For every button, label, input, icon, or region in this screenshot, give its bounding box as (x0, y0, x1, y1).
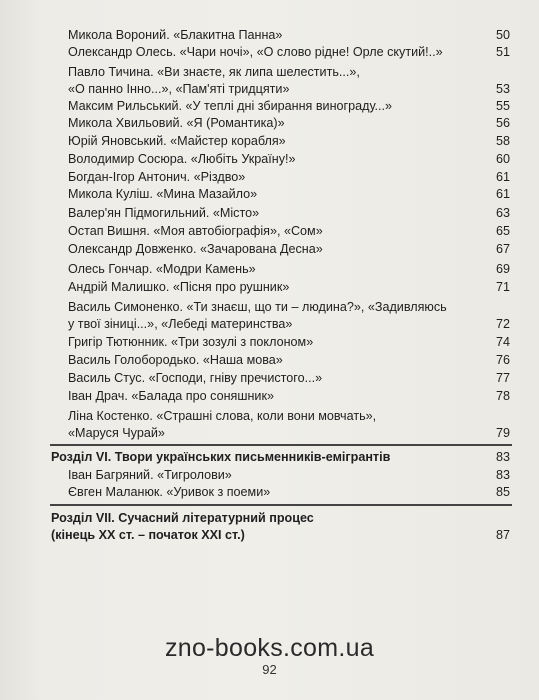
toc-entry-title: Олесь Гончар. «Модри Камень» (68, 262, 256, 276)
dot-leader (322, 133, 484, 147)
toc-entry-title: Микола Хвильовий. «Я (Романтика)» (68, 116, 285, 130)
dot-leader (316, 388, 484, 402)
dot-leader (186, 425, 484, 439)
toc-entry-page: 61 (495, 170, 510, 184)
toc-entry-title: Василь Стус. «Господи, гніву пречистого...» (68, 371, 323, 385)
toc-entry-title: у твої зіниці...», «Лебеді материнства» (68, 317, 293, 331)
toc-entry-title: Юрій Яновський. «Майстер корабля» (68, 134, 286, 148)
dot-leader (284, 484, 484, 498)
dot-leader (334, 334, 484, 348)
toc-entry-title: Остап Вишня. «Моя автобіографія», «Сом» (68, 224, 323, 238)
dot-leader (248, 467, 484, 481)
toc-entry-title: Микола Куліш. «Мина Мазайло» (68, 187, 258, 201)
section-6-page: 83 (495, 450, 510, 464)
dot-leader (332, 279, 484, 293)
dot-leader (352, 151, 484, 165)
toc-entry-page: 71 (495, 280, 510, 294)
toc-entry-title: Іван Драч. «Балада про соняшник» (68, 389, 274, 403)
dot-leader (380, 241, 484, 255)
section-7-page: 87 (495, 528, 510, 542)
toc-entry-title: Василь Голобородько. «Наша мова» (68, 353, 283, 367)
toc-entry-page: 85 (495, 485, 510, 499)
toc-entry-title: Василь Симоненко. «Ти знаєш, що ти – людина?», «Задивляюсь (68, 300, 447, 314)
toc-entry-page: 60 (495, 152, 510, 166)
toc-entry-title: Ліна Костенко. «Страшні слова, коли вони мовчать», (68, 409, 377, 423)
section-7-title-line2: (кінець ХХ ст. – початок ХХІ ст.) (51, 528, 245, 542)
toc-entry-page: 53 (495, 82, 510, 96)
toc-entry-page: 65 (495, 224, 510, 238)
toc-entry-title: Павло Тичина. «Ви знаєте, як липа шелестить...», (68, 65, 360, 79)
toc-entry-title: Іван Багряний. «Тигролови» (68, 468, 232, 482)
toc-entry-page: 77 (495, 371, 510, 385)
toc-entry-page: 83 (495, 468, 510, 482)
toc-entry-title: «Маруся Чурай» (68, 426, 165, 440)
section-6-title: Розділ VI. Твори українських письменників-емігрантів (51, 450, 391, 464)
dot-leader (290, 186, 484, 200)
section-divider (50, 504, 512, 506)
section-7-title-line1: Розділ VII. Сучасний літературний процес (51, 511, 314, 525)
dot-leader (338, 81, 484, 95)
dot-leader (332, 27, 482, 41)
toc-entry-title: Григір Тютюнник. «Три зозулі з поклоном» (68, 335, 314, 349)
toc-entry-page: 51 (495, 45, 510, 59)
toc-entry-page: 58 (495, 134, 510, 148)
toc-entry-page: 74 (495, 335, 510, 349)
dot-leader (328, 316, 484, 330)
toc-entry-title: Максим Рильський. «У теплі дні збирання винограду...» (68, 99, 393, 113)
watermark-url: zno-books.com.ua (164, 634, 375, 662)
toc-entry-page: 67 (495, 242, 510, 256)
dot-leader (306, 205, 484, 219)
dot-leader (362, 370, 484, 384)
toc-entry-title: Богдан-Ігор Антонич. «Різдво» (68, 170, 246, 184)
dot-leader (302, 169, 484, 183)
toc-entry-page: 72 (495, 317, 510, 331)
toc-entry-title: «О панно Інно...», «Пам'яті тридцяти» (68, 82, 290, 96)
dot-leader (348, 223, 484, 237)
toc-entry-title: Олександр Довженко. «Зачарована Десна» (68, 242, 323, 256)
dot-leader (258, 527, 484, 541)
toc-entry-page: 55 (495, 99, 510, 113)
toc-entry-page: 78 (495, 389, 510, 403)
toc-entry-page: 63 (495, 206, 510, 220)
section-divider (50, 444, 512, 446)
toc-entry-page: 50 (495, 28, 510, 42)
toc-entry-page: 56 (495, 116, 510, 130)
page-number: 92 (262, 662, 277, 677)
toc-entry-title: Андрій Малишко. «Пісня про рушник» (68, 280, 290, 294)
dot-leader (436, 98, 484, 112)
toc-entry-page: 61 (495, 187, 510, 201)
toc-entry-title: Володимир Сосюра. «Любіть Україну!» (68, 152, 296, 166)
toc-entry-page: 79 (495, 426, 510, 440)
toc-entry-title: Микола Вороний. «Блакитна Панна» (68, 28, 283, 42)
toc-entry-title: Євген Маланюк. «Уривок з поеми» (68, 485, 271, 499)
dot-leader (404, 449, 484, 463)
toc-entry-page: 69 (495, 262, 510, 276)
dot-leader (324, 352, 484, 366)
toc-entry-page: 76 (495, 353, 510, 367)
dot-leader (292, 261, 484, 275)
toc-entry-title: Олександр Олесь. «Чари ночі», «О слово рідне! Орле скутий!..» (68, 45, 443, 59)
dot-leader (320, 115, 484, 129)
toc-entry-title: Валер'ян Підмогильний. «Місто» (68, 206, 260, 220)
